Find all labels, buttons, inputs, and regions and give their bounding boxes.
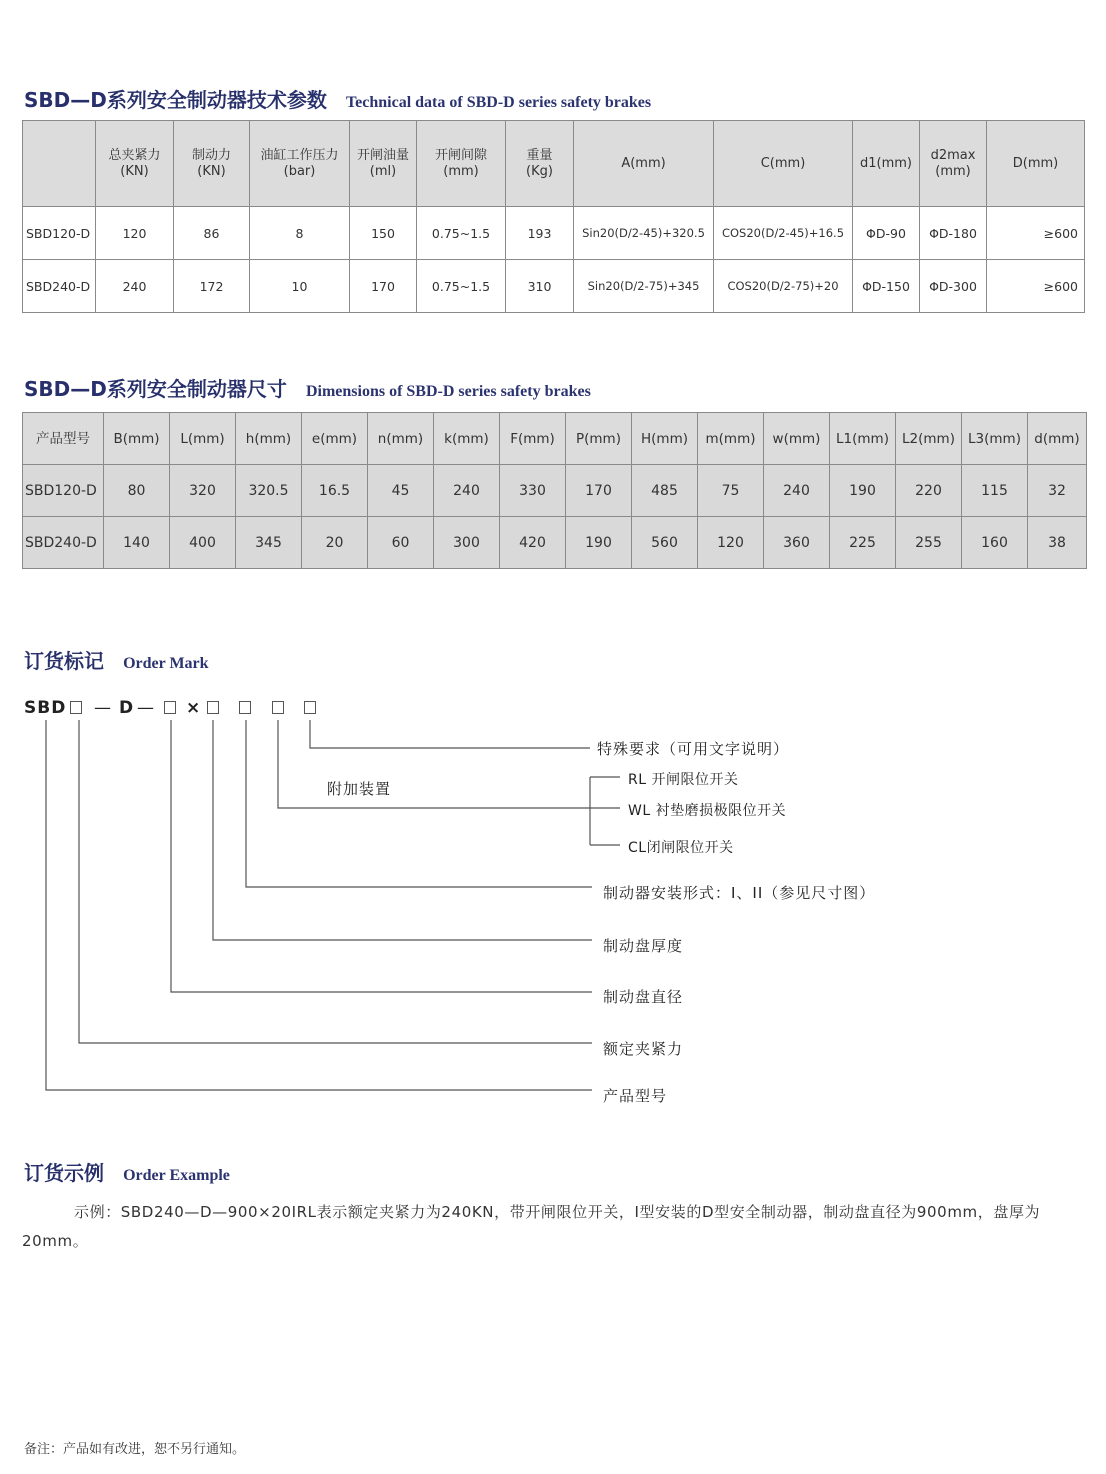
dims-title-cn: SBD—D系列安全制动器尺寸: [24, 377, 287, 401]
dims-header-cell: H(mm): [632, 413, 698, 465]
table-cell: 420: [500, 517, 566, 569]
label-model: 产品型号: [603, 1087, 668, 1105]
dims-header-cell: L1(mm): [830, 413, 896, 465]
table-cell: 120: [698, 517, 764, 569]
order-example-text: 示例：SBD240—D—900×20ⅠRL表示额定夹紧力为240KN，带开闸限位开关，Ⅰ型安装的D型安全制动器，制动盘直径为900mm，盘厚为20mm。: [22, 1203, 1041, 1250]
table-cell: ≥600: [987, 260, 1085, 313]
table-cell: 60: [368, 517, 434, 569]
tech-title-en: Technical data of SBD-D series safety brakes: [345, 94, 652, 111]
tech-header-cell: 重量 (Kg): [506, 121, 574, 207]
table-cell: 120: [96, 207, 174, 260]
table-cell: 86: [174, 207, 250, 260]
order-mark-title-en: Order Mark: [123, 655, 209, 672]
dims-header-cell: B(mm): [104, 413, 170, 465]
table-cell: 0.75~1.5: [417, 260, 506, 313]
table-cell: ΦD-300: [920, 260, 987, 313]
table-cell: 75: [698, 465, 764, 517]
table-cell: 170: [350, 260, 417, 313]
tech-header-cell: 开闸油量 (ml): [350, 121, 417, 207]
order-example-title: [24, 1157, 230, 1186]
table-cell: ΦD-150: [853, 260, 920, 313]
table-cell: COS20(D/2-75)+20: [714, 260, 853, 313]
label-addon: 附加装置: [327, 780, 392, 798]
table-cell: 115: [962, 465, 1028, 517]
dims-header-cell: L2(mm): [896, 413, 962, 465]
table-cell: Sin20(D/2-75)+345: [574, 260, 714, 313]
table-cell: ≥600: [987, 207, 1085, 260]
table-cell: 330: [500, 465, 566, 517]
dims-header-cell: d(mm): [1028, 413, 1087, 465]
tech-header-cell: 制动力 (KN): [174, 121, 250, 207]
label-special: 特殊要求（可用文字说明）: [597, 740, 790, 758]
label-diameter: 制动盘直径: [603, 988, 684, 1006]
table-cell: 255: [896, 517, 962, 569]
dims-header-cell: L(mm): [170, 413, 236, 465]
model-cell: SBD120-D: [23, 465, 104, 517]
tech-header-cell: 油缸工作压力 (bar): [250, 121, 350, 207]
tech-header-cell: 总夹紧力 (KN): [96, 121, 174, 207]
table-cell: 220: [896, 465, 962, 517]
model-cell: SBD240-D: [23, 260, 96, 313]
footnote: 备注：产品如有改进，恕不另行通知。: [24, 1442, 246, 1457]
dims-header-cell: P(mm): [566, 413, 632, 465]
order-example-title-cn: 订货示例: [24, 1161, 104, 1185]
tech-header-cell: d1(mm): [853, 121, 920, 207]
table-cell: ΦD-180: [920, 207, 987, 260]
table-cell: 225: [830, 517, 896, 569]
label-install: 制动器安装形式：I、II（参见尺寸图）: [603, 884, 876, 902]
dims-header-cell: n(mm): [368, 413, 434, 465]
code-dash-2: —: [137, 698, 154, 718]
table-cell: 170: [566, 465, 632, 517]
dims-header-cell: m(mm): [698, 413, 764, 465]
tech-title-cn: SBD—D系列安全制动器技术参数: [24, 88, 327, 112]
label-thickness: 制动盘厚度: [603, 937, 684, 955]
table-cell: ΦD-90: [853, 207, 920, 260]
dims-header-cell: k(mm): [434, 413, 500, 465]
tech-header-cell: C(mm): [714, 121, 853, 207]
code-d: D: [119, 698, 134, 718]
table-cell: 345: [236, 517, 302, 569]
table-cell: 310: [506, 260, 574, 313]
table-cell: 80: [104, 465, 170, 517]
code-times: ×: [186, 698, 201, 718]
dims-header-cell: F(mm): [500, 413, 566, 465]
table-cell: 190: [830, 465, 896, 517]
table-cell: 240: [764, 465, 830, 517]
table-cell: 150: [350, 207, 417, 260]
table-cell: 190: [566, 517, 632, 569]
table-cell: 400: [170, 517, 236, 569]
dims-header-cell: L3(mm): [962, 413, 1028, 465]
dims-header-cell: w(mm): [764, 413, 830, 465]
label-cl: CL闭闸限位开关: [628, 840, 734, 856]
table-cell: 140: [104, 517, 170, 569]
table-cell: 485: [632, 465, 698, 517]
order-mark-title-cn: 订货标记: [24, 649, 104, 673]
table-cell: 160: [962, 517, 1028, 569]
label-wl: WL 衬垫磨损极限位开关: [628, 803, 787, 819]
table-cell: 240: [434, 465, 500, 517]
table-cell: 300: [434, 517, 500, 569]
table-cell: 32: [1028, 465, 1087, 517]
dims-header-cell: e(mm): [302, 413, 368, 465]
dims-title-en: Dimensions of SBD-D series safety brakes: [305, 383, 591, 400]
code-dash-1: —: [94, 698, 111, 718]
dims-header-cell: h(mm): [236, 413, 302, 465]
table-cell: 320.5: [236, 465, 302, 517]
dims-header-cell: 产品型号: [23, 413, 104, 465]
table-cell: 16.5: [302, 465, 368, 517]
tech-header-cell: 开闸间隙 (mm): [417, 121, 506, 207]
table-cell: Sin20(D/2-45)+320.5: [574, 207, 714, 260]
label-rl: RL 开闸限位开关: [628, 772, 739, 788]
table-cell: 240: [96, 260, 174, 313]
table-cell: 45: [368, 465, 434, 517]
table-cell: 8: [250, 207, 350, 260]
label-force: 额定夹紧力: [603, 1040, 684, 1058]
code-prefix: SBD: [24, 698, 67, 718]
table-cell: 0.75~1.5: [417, 207, 506, 260]
table-cell: 38: [1028, 517, 1087, 569]
table-cell: 320: [170, 465, 236, 517]
table-cell: 172: [174, 260, 250, 313]
table-cell: 560: [632, 517, 698, 569]
table-cell: 10: [250, 260, 350, 313]
tech-header-cell: D(mm): [987, 121, 1085, 207]
table-cell: 360: [764, 517, 830, 569]
tech-header-cell: A(mm): [574, 121, 714, 207]
table-cell: 193: [506, 207, 574, 260]
order-example-title-en: Order Example: [123, 1167, 230, 1184]
model-cell: SBD120-D: [23, 207, 96, 260]
table-cell: 20: [302, 517, 368, 569]
tech-header-cell: d2max (mm): [920, 121, 987, 207]
model-cell: SBD240-D: [23, 517, 104, 569]
table-cell: COS20(D/2-45)+16.5: [714, 207, 853, 260]
